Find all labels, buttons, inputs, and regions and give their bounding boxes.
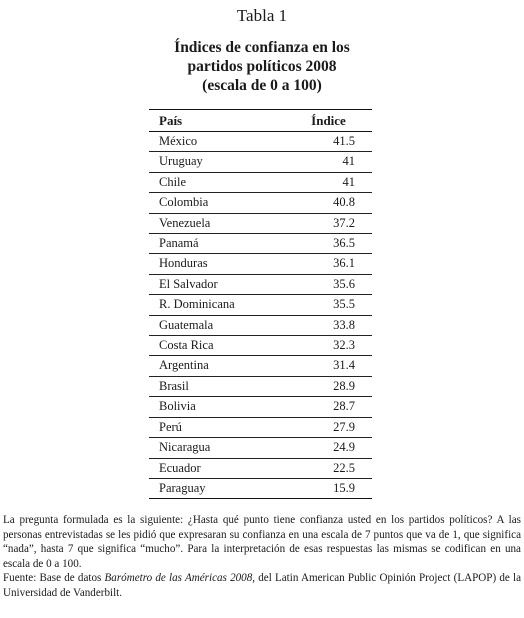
table-label: Tabla 1 (236, 6, 288, 25)
table-row (149, 417, 372, 437)
country-cell: Nicaragua (159, 440, 211, 455)
index-cell: 33.8 (333, 317, 355, 332)
table-row (149, 397, 372, 417)
source-note (3, 571, 521, 600)
source-title: Barómetro de las Américas 2008 (104, 572, 253, 585)
index-cell: 40.8 (333, 195, 355, 210)
title-line-3: (escala de 0 a 100) (202, 77, 322, 94)
index-cell: 22.5 (333, 460, 355, 475)
table-row (149, 152, 372, 172)
table-row (149, 132, 372, 152)
table-notes (3, 513, 521, 601)
country-cell: Bolivia (159, 399, 196, 414)
country-cell: Brasil (159, 378, 189, 393)
table-row (149, 376, 372, 396)
country-cell: Costa Rica (159, 338, 214, 353)
source-prefix: Fuente: Base de datos (3, 572, 105, 585)
table-row (149, 213, 372, 233)
country-cell: Guatemala (159, 317, 214, 332)
table-row (149, 234, 372, 254)
table-row (149, 458, 372, 478)
index-cell: 28.7 (333, 399, 355, 414)
question-note: La pregunta formulada es la siguiente: ¿Hasta qué punto tiene confianza usted en los partidos políticos? A las personas entrevistadas se les pidió que expresaran su confianza en una escala de 7 puntos que va de 1, que significa “nada”, hasta 7 que significa “mucho”. Para la interpretación de esas respuestas las mismas se codifican en una escala de 0 a 100. (3, 514, 521, 570)
country-cell: Venezuela (159, 215, 211, 230)
index-cell: 41 (342, 154, 355, 169)
index-cell: 27.9 (333, 419, 355, 434)
table-row (149, 478, 372, 498)
country-cell: Argentina (159, 358, 209, 373)
table-body (149, 132, 372, 499)
index-cell: 41 (342, 174, 355, 189)
index-cell: 37.2 (333, 215, 355, 230)
country-cell: Panamá (159, 236, 199, 251)
confidence-table (149, 109, 372, 499)
country-cell: Honduras (159, 256, 208, 271)
country-cell: Ecuador (159, 460, 201, 475)
table-row (149, 336, 372, 356)
index-cell: 41.5 (333, 134, 355, 148)
table-title (0, 38, 524, 95)
index-cell: 31.4 (333, 358, 355, 373)
index-cell: 36.5 (333, 236, 355, 251)
country-cell: Uruguay (159, 154, 203, 169)
source-suffix: , del Latin American Public Opinión Project (LAPOP) de la Universidad de Vanderbilt. (3, 572, 522, 599)
table-row (149, 254, 372, 274)
table-row (149, 356, 372, 376)
table-row (149, 193, 372, 213)
country-cell: Chile (159, 174, 187, 189)
country-cell: Paraguay (159, 480, 206, 495)
table-header (149, 110, 372, 132)
country-cell: México (159, 134, 198, 148)
index-cell: 32.3 (333, 338, 355, 353)
title-line-2: partidos políticos 2008 (187, 58, 337, 75)
index-cell: 28.9 (333, 378, 355, 393)
header-row (149, 110, 372, 132)
table-row (149, 274, 372, 294)
table-row (149, 295, 372, 315)
index-cell: 15.9 (333, 480, 355, 495)
column-header-index: Índice (311, 113, 346, 128)
index-cell: 36.1 (333, 256, 355, 271)
column-header-country: País (159, 113, 183, 128)
table-row (149, 172, 372, 192)
index-cell: 35.5 (333, 297, 355, 312)
index-cell: 35.6 (333, 276, 355, 291)
country-cell: Colombia (159, 195, 209, 210)
country-cell: El Salvador (159, 276, 218, 291)
index-cell: 24.9 (333, 440, 355, 455)
country-cell: Perú (159, 419, 182, 434)
table-row (149, 438, 372, 458)
table-row (149, 315, 372, 335)
country-cell: R. Dominicana (159, 297, 235, 312)
title-line-1: Índices de confianza en los (174, 39, 350, 56)
